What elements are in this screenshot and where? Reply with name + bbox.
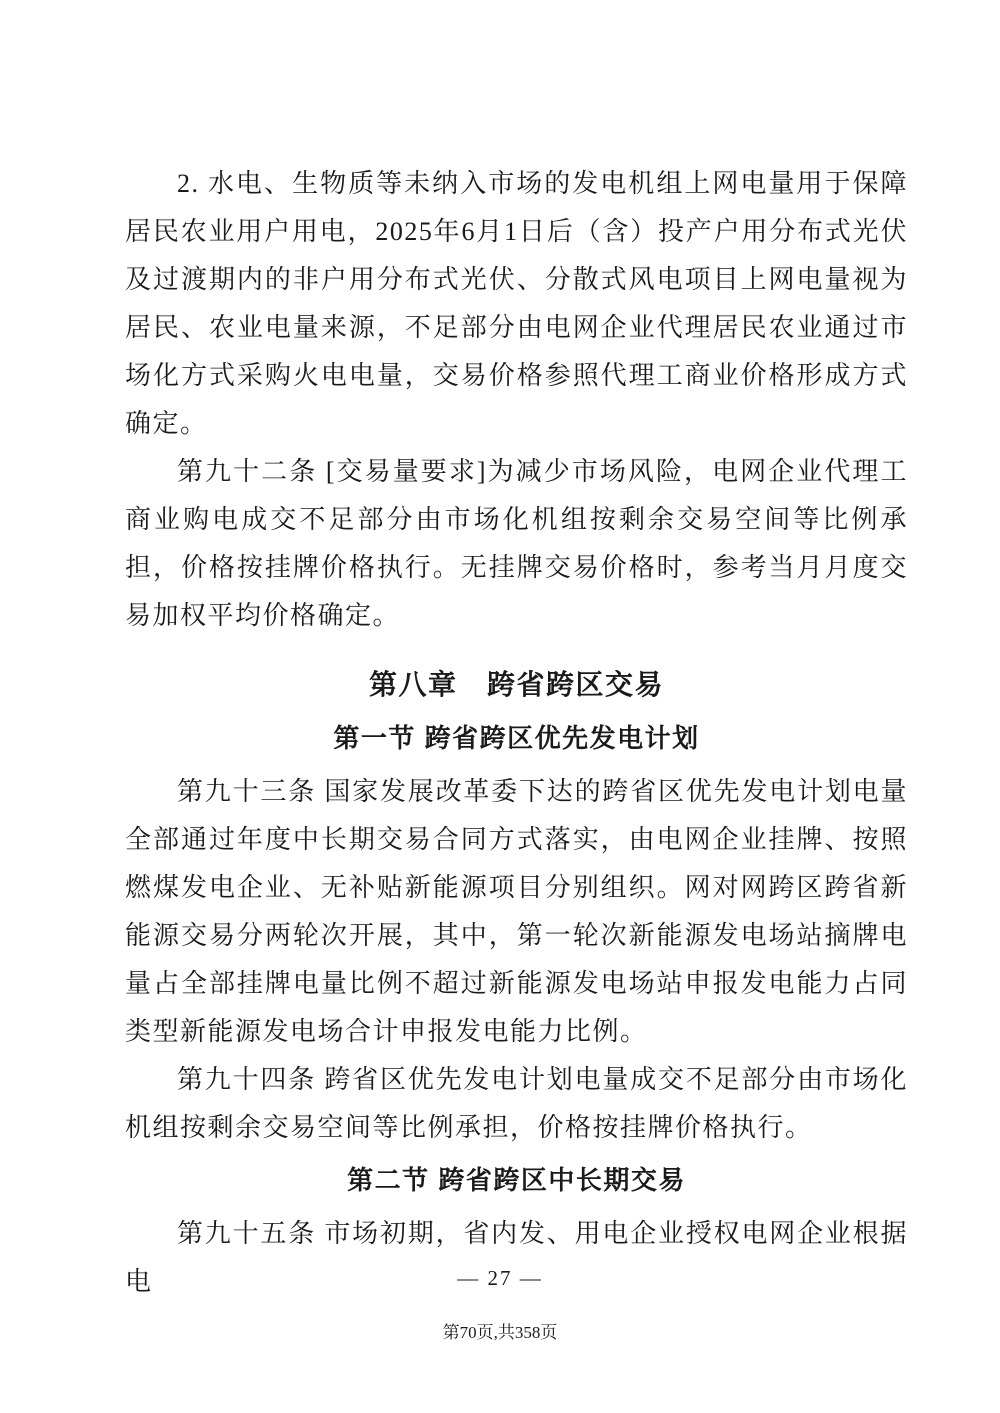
page-number: — 27 — xyxy=(457,1266,543,1290)
body-paragraph-1: 2. 水电、生物质等未纳入市场的发电机组上网电量用于保障居民农业用户用电，2025年6月1日后（含）投产户用分布式光伏及过渡期内的非户用分布式光伏、分散式风电项目上网电量视为居民、农业电量来源，不足部分由电网企业代理居民农业通过市场化方式采购火电电量，交易价格参照代理工商业价格形成方式确定。 xyxy=(125,169,908,438)
body-paragraph-2: 第九十二条 [交易量要求]为减少市场风险，电网企业代理工商业购电成交不足部分由市场化机组按剩余交易空间等比例承担，价格按挂牌价格执行。无挂牌交易价格时，参考当月月度交易加权平均价格确定。 xyxy=(125,457,908,630)
body-paragraph-5: 第九十五条 市场初期，省内发、用电企业授权电网企业根据电 xyxy=(125,1219,908,1296)
section-heading-2: 第二节 跨省跨区中长期交易 xyxy=(347,1165,686,1195)
chapter-heading: 第八章 跨省跨区交易 xyxy=(368,669,664,700)
footer-page-indicator: 第70页,共358页 xyxy=(442,1323,558,1342)
body-paragraph-3: 第九十三条 国家发展改革委下达的跨省区优先发电计划电量全部通过年度中长期交易合同方式落实，由电网企业挂牌、按照燃煤发电企业、无补贴新能源项目分别组织。网对网跨区跨省新能源交易分两轮次开展，其中，第一轮次新能源发电场站摘牌电量占全部挂牌电量比例不超过新能源发电场站申报发电能力占同类型新能源发电场合计申报发电能力比例。 xyxy=(125,777,908,1046)
document-content xyxy=(125,160,908,1306)
body-paragraph-4: 第九十四条 跨省区优先发电计划电量成交不足部分由市场化机组按剩余交易空间等比例承担，价格按挂牌价格执行。 xyxy=(125,1065,908,1142)
section-heading-1: 第一节 跨省跨区优先发电计划 xyxy=(333,723,700,753)
